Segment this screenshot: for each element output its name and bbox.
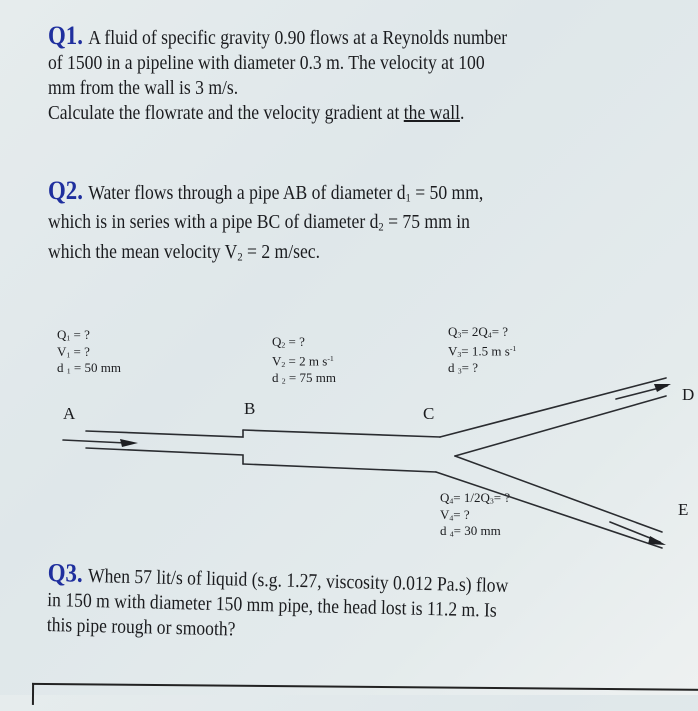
q1-line-3: mm from the wall is 3 m/s. — [48, 77, 239, 99]
point-e-label: E — [678, 500, 689, 519]
q1-flow-label: $Q_1$ = ? — [57, 327, 90, 343]
point-b-label: B — [244, 399, 256, 418]
q1-line-1: Q1. A fluid of specific gravity 0.90 flows at a Reynolds number — [48, 21, 508, 50]
underlined-the-wall: the wall — [403, 102, 460, 124]
q1-number: Q1. — [48, 21, 83, 50]
pipe-bc-bottom-wall — [243, 464, 436, 472]
question-3 — [47, 560, 509, 649]
d3-diameter-label: d $_3$= ? — [448, 359, 479, 376]
arrow-a-shaft — [63, 440, 126, 443]
q4-flow-label: $Q_4= 1/2Q_3=$ ? — [440, 490, 511, 506]
q1-line-2: of 1500 in a pipeline with diameter 0.3 m. The velocity at 100 — [48, 52, 485, 74]
branch-e-outer-wall — [436, 472, 662, 548]
d2-diameter-label: d $_2$ = 75 mm — [272, 369, 336, 386]
q2-line-3: which the mean velocity $V_2 = 2$ m/sec. — [48, 240, 320, 264]
d1-diameter-label: d $_1$ = 50 mm — [57, 360, 121, 376]
v1-velocity-label: $V_1$ = ? — [57, 343, 90, 360]
v3-velocity-label: $V_3= 1.5$ m $s^{-1}$ — [448, 343, 517, 359]
arrow-e-head — [648, 536, 666, 545]
point-d-label: D — [682, 385, 695, 404]
pipe-ab-bottom-wall — [86, 448, 243, 464]
v2-velocity-label: $V_2 = 2$ m $s^{-1}$ — [272, 353, 334, 369]
q2-flow-label: $Q_2$ = ? — [272, 334, 305, 350]
q3-line-1: Q3. When 57 lit/s of liquid (s.g. 1.27, viscosity 0.012 Pa.s) flow — [47, 558, 509, 597]
v4-velocity-label: $V_4=$ ? — [440, 506, 470, 523]
arrow-d-head — [654, 384, 671, 392]
point-a-label: A — [63, 404, 76, 423]
q3-line-3: this pipe rough or smooth? — [46, 613, 236, 641]
q2-number: Q2. — [48, 176, 83, 205]
q2-line-2: which is in series with a pipe BC of diameter $d_2 = 75$ mm in — [48, 211, 470, 234]
q3-line-2: in 150 m with diameter 150 mm pipe, the head lost is 11.2 m. Is — [47, 588, 497, 622]
branch-e-inner-wall — [455, 456, 662, 532]
bottom-box-edge — [32, 683, 698, 711]
q1-task: Calculate the flowrate and the velocity gradient at the wall. — [48, 102, 465, 124]
point-c-label: C — [423, 404, 435, 423]
q3-number: Q3. — [47, 558, 83, 588]
arrow-a-head — [120, 439, 138, 447]
pipe-ab-top-wall — [86, 430, 243, 437]
q2-line-1: Q2. Water flows through a pipe AB of diameter $d_1 = 50$ mm, — [48, 176, 484, 205]
q3-flow-label: $Q_3= 2Q_4=$ ? — [448, 324, 509, 340]
d4-diameter-label: d $_4$= 30 mm — [440, 523, 501, 539]
pipe-bc-top-wall — [243, 430, 440, 437]
